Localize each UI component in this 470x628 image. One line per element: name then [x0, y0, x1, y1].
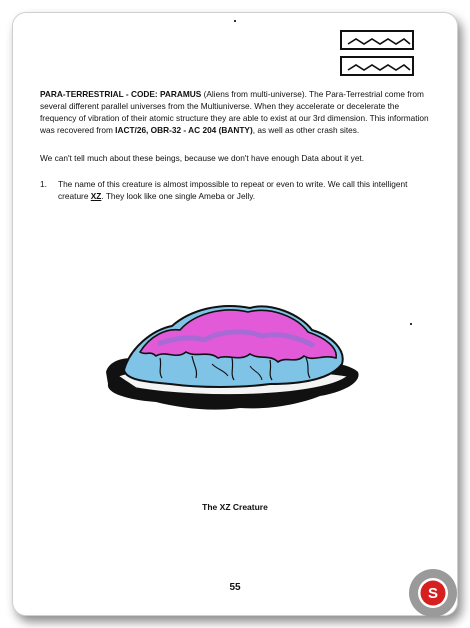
creature-name: XZ: [90, 191, 102, 201]
page-mark: [234, 20, 236, 22]
page-mark: [410, 323, 412, 325]
page-number: 55: [229, 582, 241, 593]
list-body: [58, 178, 428, 202]
title-code: PARA-TERRESTRIAL - CODE: PARAMUS: [40, 89, 202, 99]
zigzag-icon: [342, 58, 416, 78]
zigzag-icon: [342, 32, 416, 52]
symbol-box-bottom: [340, 56, 414, 76]
creature-top: [140, 310, 336, 362]
watermark-letter: S: [427, 585, 439, 602]
sources-bold: IACT/26, OBR-32 - AC 204 (BANTY): [115, 125, 253, 135]
list-text-after: . They look like one single Ameba or Jelly.: [101, 191, 256, 201]
list-number: 1.: [40, 179, 47, 189]
symbol-box-top: [340, 30, 414, 50]
list-text-before: The name of this creature is almost impossible to repeat or even to write. We call this intelligent creature: [58, 179, 408, 201]
second-paragraph: We can't tell much about these beings, because we don't have enough Data about it yet.: [40, 153, 365, 163]
figure-caption: The XZ Creature: [202, 502, 268, 512]
intro-text: (Aliens from multi-universe). The Para-Terrestrial come from several different parallel universes from the Multiuniverse. When they accelerate or decelerate the frequency of vibration of their atomic structure they are able to exist at our 3rd dimension. This information was recovered from: [40, 89, 429, 135]
intro-paragraph: [40, 88, 432, 136]
watermark-logo: [408, 568, 458, 618]
sources-text: , as well as other crash sites.: [252, 125, 360, 135]
xz-creature-illustration: [100, 300, 370, 420]
